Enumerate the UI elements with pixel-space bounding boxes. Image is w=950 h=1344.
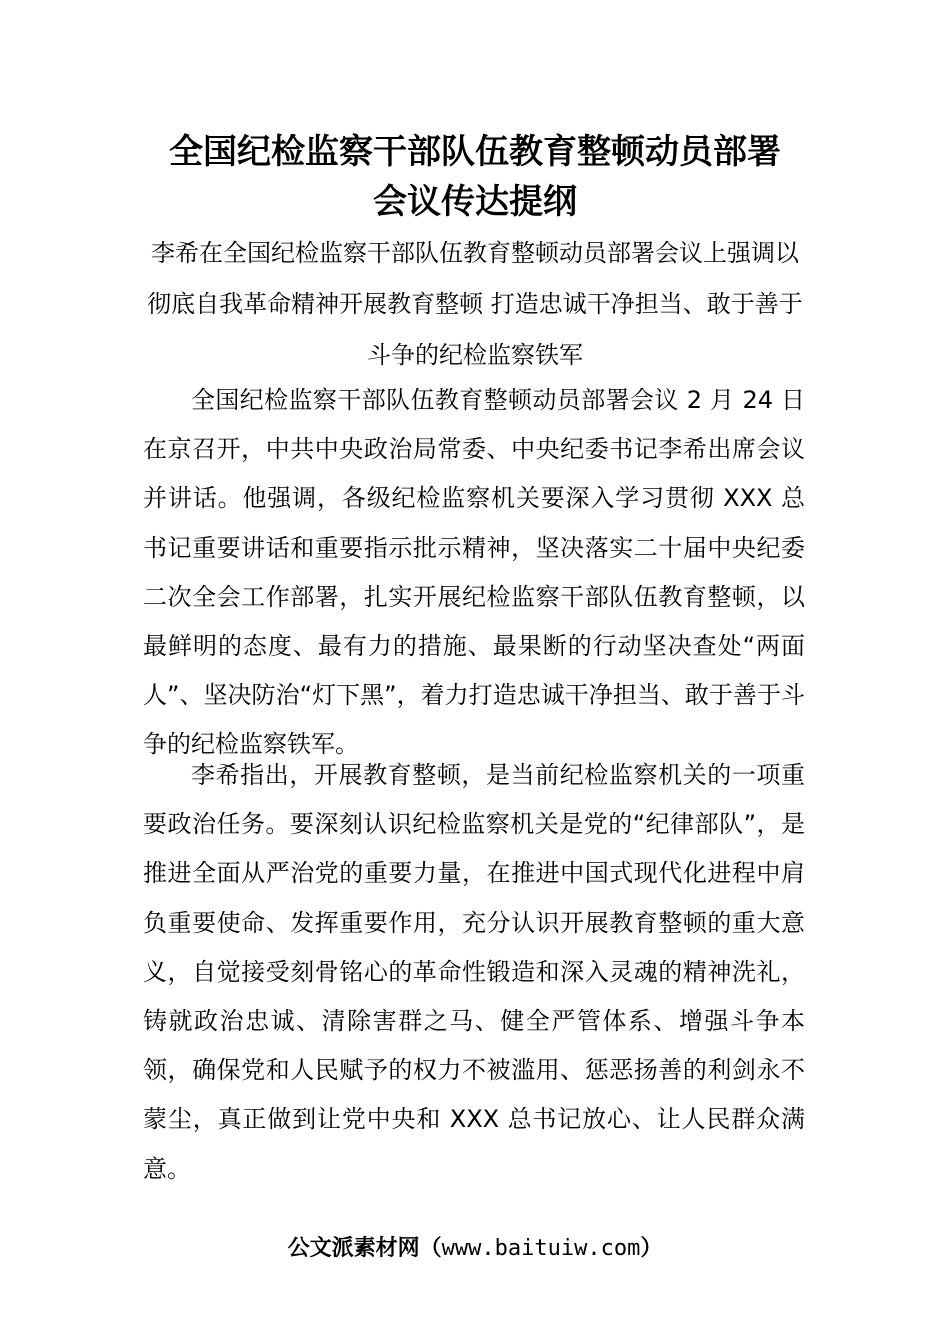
body-paragraph-2: 李希指出，开展教育整顿，是当前纪检监察机关的一项重要政治任务。要深刻认识纪检监察机关是党的“纪律部队”，是推进全面从严治党的重要力量，在推进中国式现代化进程中肩负重要使命、发挥重要作用，充分认识开展教育整顿的重大意义，自觉接受刻骨铭心的革命性锻造和深入灵魂的精神洗礼，铸就政治忠诚、清除害群之马、健全严管体系、增强斗争本领，确保党和人民赋予的权力不被滥用、惩恶扬善的利剑永不蒙尘，真正做到让党中央和 XXX 总书记放心、让人民群众满意。 — [143, 761, 805, 1183]
footer-site-url: www.baituiw.com — [441, 1236, 641, 1261]
document-title-line-2: 会议传达提纲 — [373, 182, 577, 222]
footer-site-name: 公文派素材网（ — [287, 1236, 442, 1261]
body-paragraph-1: 全国纪检监察干部队伍教育整顿动员部署会议 2 月 24 日在京召开，中共中央政治局常委、中央纪委书记李希出席会议并讲话。他强调，各级纪检监察机关要深入学习贯彻 XXX 总书记重要讲话和重要指示批示精神，坚决落实二十届中央纪委二次全会工作部署，扎实开展纪检监察干部队伍教育整顿，以最鲜明的态度、最有力的措施、最果断的行动坚决查处“两面人”、坚决防治“灯下黑”，着力打造忠诚干净担当、敢于善于斗争的纪检监察铁军。 — [143, 386, 805, 759]
document-subtitle: 李希在全国纪检监察干部队伍教育整顿动员部署会议上强调以彻底自我革命精神开展教育整顿 打造忠诚干净担当、敢于善于斗争的纪检监察铁军 — [147, 239, 803, 369]
footer-close-paren: ） — [640, 1236, 663, 1261]
document-title-line-1: 全国纪检监察干部队伍教育整顿动员部署 — [169, 132, 781, 172]
footer-watermark — [0, 1232, 950, 1266]
